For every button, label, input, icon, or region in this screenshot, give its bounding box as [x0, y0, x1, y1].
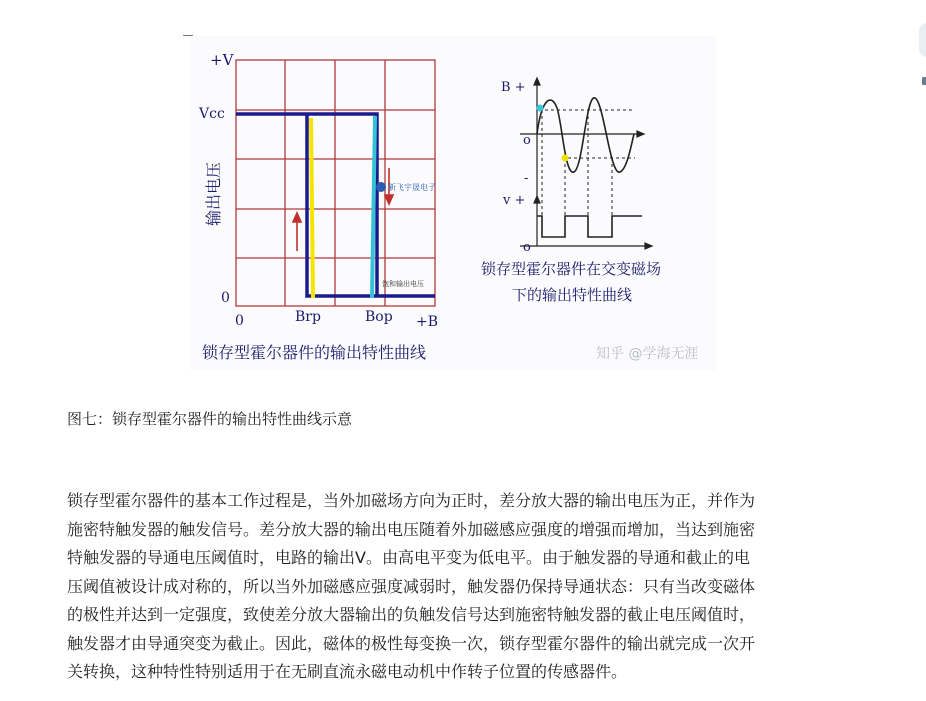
brp-highlight	[311, 118, 313, 298]
sine-wave	[537, 98, 634, 172]
y-axis-title: 输出电压	[204, 161, 223, 227]
right-chart-title-line1: 锁存型霍尔器件在交变磁场	[481, 260, 662, 278]
o-lower-label: o	[523, 240, 531, 255]
side-toolbar-icon[interactable]	[922, 77, 926, 85]
y-axis-top-label: +V	[210, 51, 234, 69]
bop-highlight	[372, 116, 375, 298]
b-axis-label: B +	[501, 80, 526, 95]
paragraph-line: 触发器才由导通突变为截止。因此，磁体的极性每变换一次，锁存型霍尔器件的输出就完成一次开	[67, 633, 756, 653]
o-upper-label: o	[523, 133, 531, 148]
zero-label: 0	[221, 290, 230, 306]
brp-label: Brp	[295, 309, 321, 325]
minus-label: -	[524, 171, 529, 186]
v-axis-label: v +	[503, 193, 526, 208]
vcc-label: Vcc	[199, 106, 225, 122]
output-square-wave	[537, 216, 642, 237]
paragraph-line: 关转换，这种特性特别适用于在无刷直流永磁电动机中作转子位置的传感器件。	[67, 662, 628, 681]
bop-marker	[537, 105, 544, 112]
left-chart-title: 锁存型霍尔器件的输出特性曲线	[202, 343, 427, 362]
x-origin-label: 0	[235, 313, 244, 329]
up-arrow-icon	[293, 213, 301, 251]
figure-caption: 图七：锁存型霍尔器件的输出特性曲线示意	[67, 410, 353, 428]
hall-sensor-figure	[190, 36, 716, 370]
watermark-logo-icon	[376, 182, 386, 192]
x-axis-end-label: +B	[416, 314, 439, 330]
paragraph-line: 施密特触发器的触发信号。差分放大器的输出电压随着外加磁感应强度的增强而增加，当达到施密	[67, 519, 756, 539]
zhihu-watermark: 知乎 @学海无涯	[596, 346, 699, 362]
paragraph-line: 的极性并达到一定强度，致使差分放大器输出的负触发信号达到施密特触发器的截止电压阈值时，	[67, 605, 756, 624]
figure-svg	[190, 36, 716, 370]
left-watermark-text: 新飞宇晟电子	[388, 183, 436, 192]
body-paragraph	[67, 487, 857, 687]
threshold-lines	[539, 110, 635, 236]
right-chart-axes	[520, 78, 652, 249]
paragraph-line: 压阈值被设计成对称的，所以当外加磁感应强度减弱时，触发器仍保持导通状态：只有当改变磁体	[67, 576, 756, 596]
paragraph-line: 特触发器的导通电压阈值时，电路的输出V。由高电平变为低电平。由于触发器的导通和截止的电	[67, 548, 750, 567]
saturation-note: 饱和输出电压	[382, 280, 424, 288]
right-chart-title-line2: 下的输出特性曲线	[512, 286, 633, 304]
side-toolbar-tab[interactable]	[919, 23, 926, 57]
brp-marker	[562, 155, 569, 162]
paragraph-line: 锁存型霍尔器件的基本工作过程是，当外加磁场方向为正时，差分放大器的输出电压为正，并作为	[67, 491, 756, 510]
bop-label: Bop	[365, 309, 393, 325]
